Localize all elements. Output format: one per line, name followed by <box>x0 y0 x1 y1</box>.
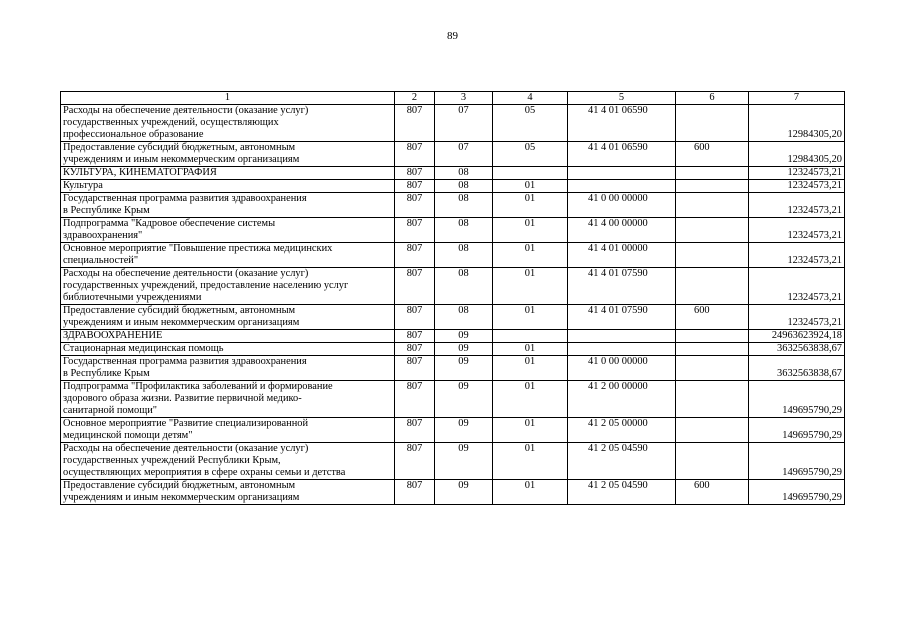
column-header: 2 <box>395 92 435 105</box>
expense-type-cell <box>676 193 749 218</box>
section-code-cell: 08 <box>435 193 493 218</box>
amount-cell: 12984305,20 <box>749 105 845 142</box>
page-number: 89 <box>447 30 458 42</box>
admin-code-cell: 807 <box>395 381 435 418</box>
section-code-cell: 09 <box>435 381 493 418</box>
section-code-cell: 08 <box>435 268 493 305</box>
section-code-cell: 09 <box>435 343 493 356</box>
expense-type-cell <box>676 218 749 243</box>
amount-cell: 149695790,29 <box>749 418 845 443</box>
amount-cell: 3632563838,67 <box>749 343 845 356</box>
table-row <box>61 180 845 193</box>
section-code-cell: 09 <box>435 356 493 381</box>
table-header-row <box>61 92 845 105</box>
expense-type-cell: 600 <box>676 142 749 167</box>
row-name-cell: Расходы на обеспечение деятельности (оказание услуг) государственных учреждений, осуществляющих профессиональное образование <box>61 105 395 142</box>
subsection-code-cell <box>493 167 568 180</box>
column-header: 6 <box>676 92 749 105</box>
expense-type-cell <box>676 418 749 443</box>
row-name-cell: Расходы на обеспечение деятельности (оказание услуг) государственных учреждений Республики Крым, осуществляющих мероприятия в сфере охраны семьи и детства <box>61 443 395 480</box>
amount-cell: 24963623924,18 <box>749 330 845 343</box>
amount-cell: 149695790,29 <box>749 443 845 480</box>
target-article-cell <box>568 330 676 343</box>
subsection-code-cell: 01 <box>493 480 568 505</box>
table-row <box>61 443 845 480</box>
section-code-cell: 07 <box>435 142 493 167</box>
subsection-code-cell: 01 <box>493 418 568 443</box>
table-row <box>61 330 845 343</box>
subsection-code-cell: 01 <box>493 305 568 330</box>
target-article-cell: 41 0 00 00000 <box>568 193 676 218</box>
subsection-code-cell: 01 <box>493 218 568 243</box>
table-row <box>61 218 845 243</box>
row-name-cell: Основное мероприятие "Повышение престижа медицинских специальностей" <box>61 243 395 268</box>
target-article-cell: 41 4 01 07590 <box>568 268 676 305</box>
column-header: 5 <box>568 92 676 105</box>
amount-cell: 12324573,21 <box>749 305 845 330</box>
target-article-cell <box>568 180 676 193</box>
row-name-cell: Государственная программа развития здравоохранения в Республике Крым <box>61 356 395 381</box>
row-name-cell: Расходы на обеспечение деятельности (оказание услуг) государственных учреждений, предоставление населению услуг библиотечными учреждениями <box>61 268 395 305</box>
admin-code-cell: 807 <box>395 180 435 193</box>
row-name-cell: Подпрограмма "Профилактика заболеваний и формирование здорового образа жизни. Развитие первичной медико- санитарной помощи" <box>61 381 395 418</box>
table-body <box>61 105 845 505</box>
target-article-cell: 41 2 05 04590 <box>568 480 676 505</box>
section-code-cell: 07 <box>435 105 493 142</box>
admin-code-cell: 807 <box>395 268 435 305</box>
row-name-cell: Культура <box>61 180 395 193</box>
amount-cell: 12324573,21 <box>749 218 845 243</box>
subsection-code-cell <box>493 330 568 343</box>
table-row <box>61 356 845 381</box>
target-article-cell: 41 4 01 06590 <box>568 105 676 142</box>
amount-cell: 12324573,21 <box>749 243 845 268</box>
expense-type-cell <box>676 167 749 180</box>
section-code-cell: 08 <box>435 218 493 243</box>
target-article-cell: 41 2 05 00000 <box>568 418 676 443</box>
expense-type-cell <box>676 343 749 356</box>
table-row <box>61 381 845 418</box>
admin-code-cell: 807 <box>395 105 435 142</box>
admin-code-cell: 807 <box>395 418 435 443</box>
expense-type-cell <box>676 443 749 480</box>
admin-code-cell: 807 <box>395 218 435 243</box>
column-header: 7 <box>749 92 845 105</box>
subsection-code-cell: 01 <box>493 193 568 218</box>
admin-code-cell: 807 <box>395 167 435 180</box>
target-article-cell <box>568 167 676 180</box>
admin-code-cell: 807 <box>395 305 435 330</box>
admin-code-cell: 807 <box>395 443 435 480</box>
expense-type-cell <box>676 330 749 343</box>
section-code-cell: 08 <box>435 180 493 193</box>
admin-code-cell: 807 <box>395 343 435 356</box>
row-name-cell: Предоставление субсидий бюджетным, автономным учреждениям и иным некоммерческим организациям <box>61 480 395 505</box>
table-row <box>61 243 845 268</box>
subsection-code-cell: 01 <box>493 443 568 480</box>
row-name-cell: ЗДРАВООХРАНЕНИЕ <box>61 330 395 343</box>
column-header: 1 <box>61 92 395 105</box>
row-name-cell: Предоставление субсидий бюджетным, автономным учреждениям и иным некоммерческим организациям <box>61 305 395 330</box>
admin-code-cell: 807 <box>395 330 435 343</box>
target-article-cell: 41 2 05 04590 <box>568 443 676 480</box>
expense-type-cell <box>676 243 749 268</box>
amount-cell: 12324573,21 <box>749 180 845 193</box>
subsection-code-cell: 01 <box>493 381 568 418</box>
target-article-cell: 41 4 01 00000 <box>568 243 676 268</box>
amount-cell: 3632563838,67 <box>749 356 845 381</box>
subsection-code-cell: 05 <box>493 105 568 142</box>
amount-cell: 12324573,21 <box>749 193 845 218</box>
row-name-cell: Государственная программа развития здравоохранения в Республике Крым <box>61 193 395 218</box>
table-row <box>61 142 845 167</box>
section-code-cell: 09 <box>435 330 493 343</box>
target-article-cell: 41 4 01 07590 <box>568 305 676 330</box>
table-row <box>61 343 845 356</box>
amount-cell: 12324573,21 <box>749 167 845 180</box>
column-header: 4 <box>493 92 568 105</box>
target-article-cell: 41 2 00 00000 <box>568 381 676 418</box>
target-article-cell: 41 0 00 00000 <box>568 356 676 381</box>
subsection-code-cell: 05 <box>493 142 568 167</box>
row-name-cell: Стационарная медицинская помощь <box>61 343 395 356</box>
table-row <box>61 305 845 330</box>
subsection-code-cell: 01 <box>493 268 568 305</box>
table-row <box>61 480 845 505</box>
admin-code-cell: 807 <box>395 142 435 167</box>
row-name-cell: Предоставление субсидий бюджетным, автономным учреждениям и иным некоммерческим организациям <box>61 142 395 167</box>
target-article-cell: 41 4 01 06590 <box>568 142 676 167</box>
amount-cell: 12324573,21 <box>749 268 845 305</box>
expense-type-cell: 600 <box>676 480 749 505</box>
expense-type-cell: 600 <box>676 305 749 330</box>
subsection-code-cell: 01 <box>493 243 568 268</box>
section-code-cell: 08 <box>435 305 493 330</box>
target-article-cell: 41 4 00 00000 <box>568 218 676 243</box>
amount-cell: 12984305,20 <box>749 142 845 167</box>
section-code-cell: 09 <box>435 480 493 505</box>
row-name-cell: Основное мероприятие "Развитие специализированной медицинской помощи детям" <box>61 418 395 443</box>
expense-type-cell <box>676 356 749 381</box>
table-row <box>61 167 845 180</box>
expense-type-cell <box>676 268 749 305</box>
table-row <box>61 268 845 305</box>
section-code-cell: 08 <box>435 167 493 180</box>
subsection-code-cell: 01 <box>493 343 568 356</box>
table-row <box>61 418 845 443</box>
subsection-code-cell: 01 <box>493 180 568 193</box>
admin-code-cell: 807 <box>395 356 435 381</box>
admin-code-cell: 807 <box>395 193 435 218</box>
section-code-cell: 09 <box>435 443 493 480</box>
admin-code-cell: 807 <box>395 243 435 268</box>
expense-type-cell <box>676 381 749 418</box>
subsection-code-cell: 01 <box>493 356 568 381</box>
table-row <box>61 193 845 218</box>
expense-type-cell <box>676 105 749 142</box>
section-code-cell: 08 <box>435 243 493 268</box>
budget-table <box>60 91 845 505</box>
row-name-cell: КУЛЬТУРА, КИНЕМАТОГРАФИЯ <box>61 167 395 180</box>
column-header: 3 <box>435 92 493 105</box>
target-article-cell <box>568 343 676 356</box>
expense-type-cell <box>676 180 749 193</box>
admin-code-cell: 807 <box>395 480 435 505</box>
row-name-cell: Подпрограмма "Кадровое обеспечение системы здравоохранения" <box>61 218 395 243</box>
amount-cell: 149695790,29 <box>749 480 845 505</box>
table-row <box>61 105 845 142</box>
section-code-cell: 09 <box>435 418 493 443</box>
amount-cell: 149695790,29 <box>749 381 845 418</box>
